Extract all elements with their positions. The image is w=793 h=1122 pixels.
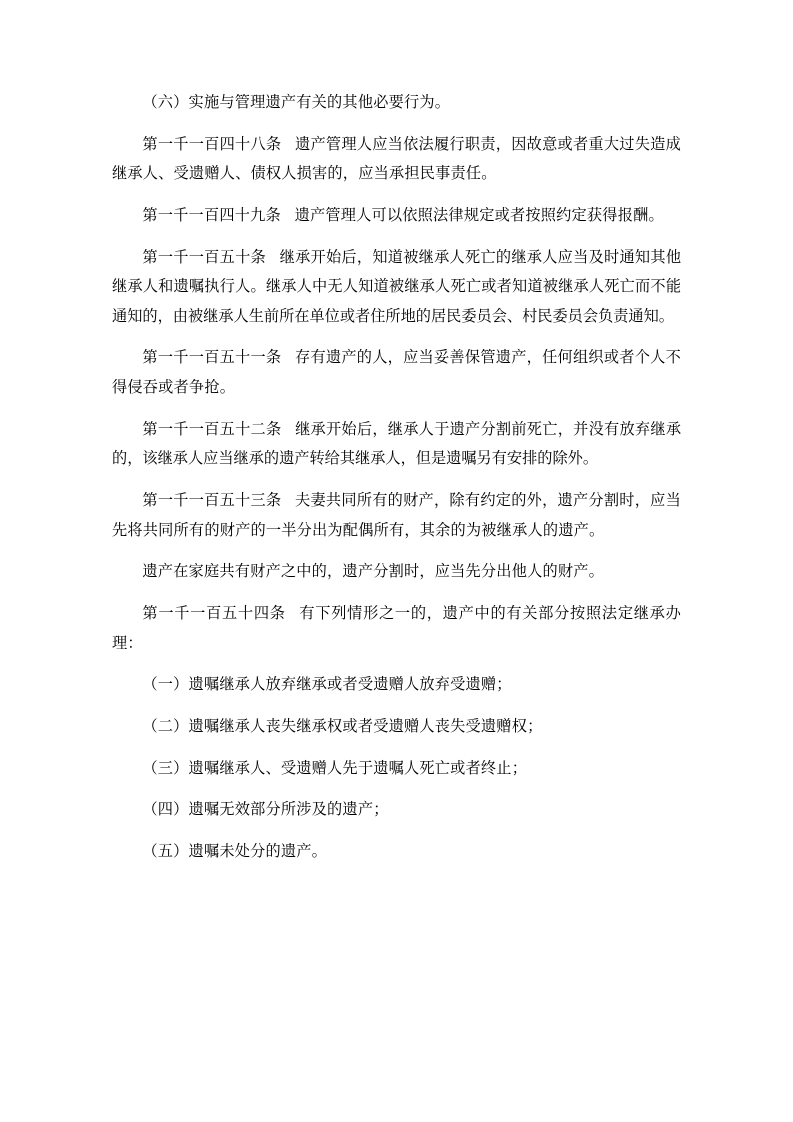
article-number: 第一千一百五十二条: [142, 420, 282, 438]
paragraph-text: 继承开始后，继承人于遗产分割前死亡，并没有放弃继承的，该继承人应当继承的遗产转给其继承人，但是遗嘱另有安排的除外。: [112, 420, 682, 468]
paragraph-text: 存有遗产的人，应当妥善保管遗产，任何组织或者个人不得侵吞或者争抢。: [112, 349, 681, 397]
paragraph-text: （二）遗嘱继承人丧失继承权或者受遗赠人丧失受遗赠权；: [142, 717, 543, 735]
paragraph-article-1154: [112, 599, 681, 658]
paragraph-text: （一）遗嘱继承人放弃继承或者受遗赠人放弃受遗赠；: [142, 676, 512, 694]
paragraph-article-1152: [112, 415, 681, 474]
paragraph-text: （六）实施与管理遗产有关的其他必要行为。: [142, 94, 451, 111]
paragraph-text: 继承开始后，知道被继承人死亡的继承人应当及时通知其他继承人和遗嘱执行人。继承人中无人知道被继承人死亡或者知道被继承人死亡而不能通知的，由被继承人生前所在单位或者住所地的居民委员会、村民委员会负责通知。: [112, 248, 682, 325]
paragraph-text: 遗产在家庭共有财产之中的，遗产分割时，应当先分出他人的财产。: [142, 563, 605, 581]
article-number: 第一千一百五十三条: [142, 492, 282, 510]
document-body: [112, 88, 681, 866]
paragraph-text: （三）遗嘱继承人、受遗赠人先于遗嘱人死亡或者终止；: [142, 759, 528, 777]
paragraph-article-1153-second: [112, 557, 681, 587]
article-number: 第一千一百五十一条: [142, 349, 282, 367]
paragraph-item-three: [112, 754, 681, 784]
paragraph-item-five: [112, 837, 681, 867]
paragraph-text: 遗产管理人应当依法履行职责，因故意或者重大过失造成继承人、受遗赠人、债权人损害的，应当承担民事责任。: [112, 135, 681, 183]
article-number: 第一千一百四十八条: [142, 135, 282, 153]
article-number: 第一千一百五十四条: [142, 604, 286, 622]
paragraph-article-1150: [112, 243, 681, 332]
paragraph-text: 遗产管理人可以依照法律规定或者按照约定获得报酬。: [294, 206, 664, 224]
article-number: 第一千一百五十条: [142, 248, 266, 266]
paragraph-item-four: [112, 795, 681, 825]
paragraph-article-1149: [112, 201, 681, 231]
paragraph-item-one: [112, 670, 681, 700]
paragraph-article-1148: [112, 130, 681, 189]
paragraph-text: 有下列情形之一的，遗产中的有关部分按照法定继承办理：: [112, 604, 681, 652]
paragraph-text: （五）遗嘱未处分的遗产。: [142, 842, 328, 860]
paragraph-text: 夫妻共同所有的财产，除有约定的外，遗产分割时，应当先将共同所有的财产的一半分出为配偶所有，其余的为被继承人的遗产。: [112, 492, 681, 539]
paragraph-item-two: [112, 712, 681, 742]
paragraph-item-six: [112, 88, 681, 118]
paragraph-article-1151: [112, 343, 681, 402]
article-number: 第一千一百四十九条: [142, 206, 281, 224]
paragraph-text: （四）遗嘱无效部分所涉及的遗产；: [142, 801, 389, 819]
paragraph-article-1153: [112, 486, 681, 545]
